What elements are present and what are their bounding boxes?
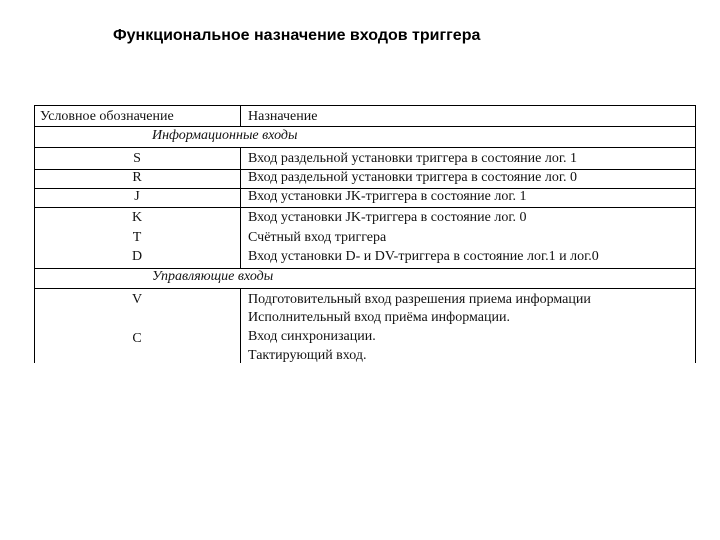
row-purpose-v-2: Исполнительный вход приёма информации.: [248, 310, 510, 325]
header-divider: [240, 105, 241, 126]
row-purpose-s: Вход раздельной установки триггера в состояние лог. 1: [248, 151, 577, 166]
row-symbol-v: V: [131, 292, 143, 307]
inputs-table: [34, 105, 696, 363]
row-purpose-r: Вход раздельной установки триггера в состояние лог. 0: [248, 170, 577, 185]
row-purpose-j: Вход установки JK-триггера в состояние лог. 1: [248, 189, 527, 204]
row-symbol-s: S: [133, 151, 141, 166]
row-symbol-d: D: [131, 249, 143, 264]
table-border-top: [34, 105, 696, 106]
table-border-right: [695, 105, 696, 363]
row-purpose-d: Вход установки D- и DV-триггера в состояние лог.1 и лог.0: [248, 249, 599, 264]
row-symbol-j: J: [134, 189, 140, 204]
row-purpose-c: Вход синхронизации.: [248, 329, 376, 344]
header-rule: [34, 126, 696, 127]
row-symbol-k: K: [131, 210, 143, 225]
row-purpose-v: Подготовительный вход разрешения приема информации: [248, 292, 591, 307]
row-rule: [34, 207, 696, 208]
section-control-top-rule: [34, 268, 696, 269]
header-purpose: Назначение: [248, 109, 318, 124]
section-control-label: Управляющие входы: [152, 269, 274, 284]
page-title: Функциональное назначение входов триггера: [113, 27, 481, 44]
row-purpose-c-2: Тактирующий вход.: [248, 348, 367, 363]
header-symbol: Условное обозначение: [40, 109, 174, 124]
section-control-rule: [34, 288, 696, 289]
row-purpose-t: Счётный вход триггера: [248, 230, 387, 245]
row-symbol-t: T: [132, 230, 142, 245]
section-informational-label: Информационные входы: [152, 128, 298, 143]
section-control-divider: [240, 288, 241, 363]
row-purpose-k: Вход установки JK-триггера в состояние лог. 0: [248, 210, 527, 225]
row-symbol-c: C: [132, 331, 142, 346]
section-informational-rule: [34, 147, 696, 148]
row-symbol-r: R: [132, 170, 142, 185]
